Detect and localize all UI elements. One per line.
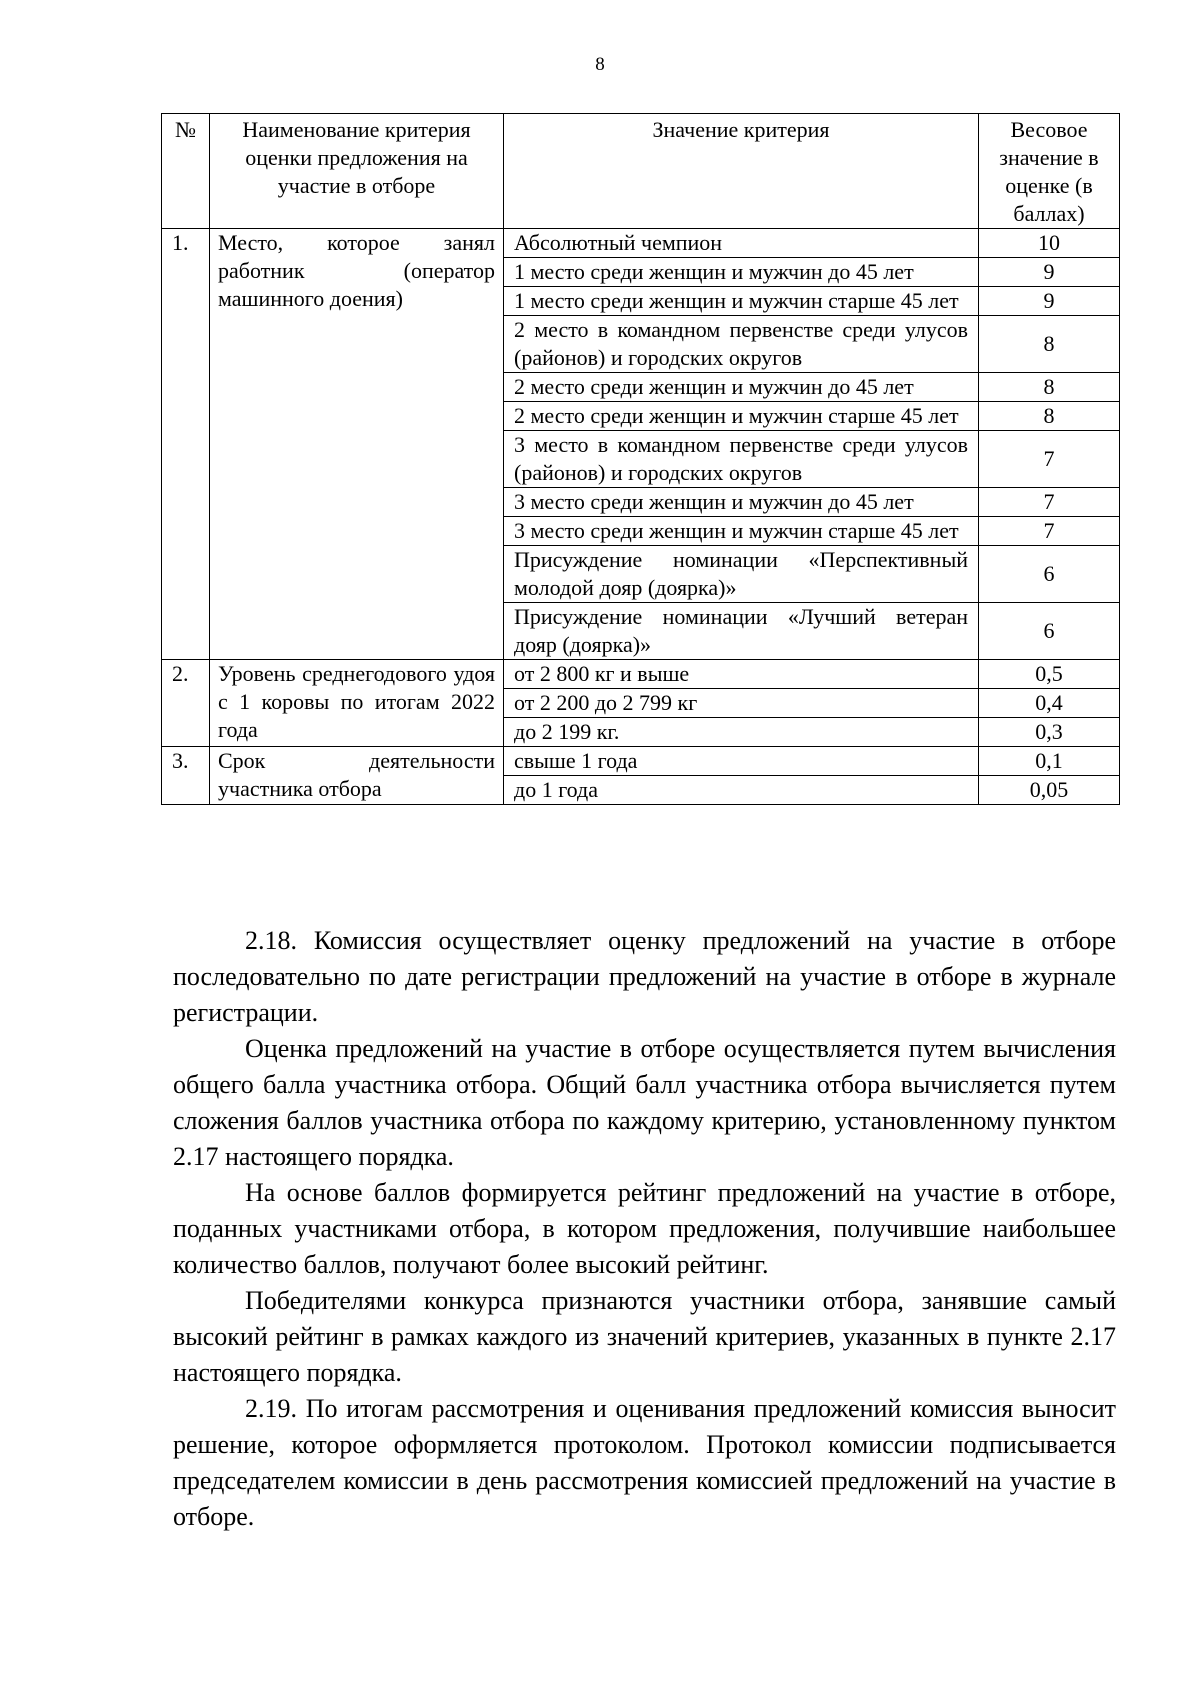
criterion-weight: 7 — [979, 517, 1120, 546]
criterion-weight: 0,1 — [979, 747, 1120, 776]
body-text — [173, 923, 1116, 1535]
criterion-value: до 1 года — [504, 776, 979, 805]
criterion-value: 2 место среди женщин и мужчин до 45 лет — [504, 373, 979, 402]
header-criterion-name: Наименование критерия оценки предложения на участие в отборе — [210, 114, 504, 229]
criterion-weight: 6 — [979, 603, 1120, 660]
criterion-value: 2 место среди женщин и мужчин старше 45 лет — [504, 402, 979, 431]
criterion-weight: 9 — [979, 258, 1120, 287]
table-row — [162, 747, 1120, 776]
criterion-weight: 7 — [979, 488, 1120, 517]
criterion-value: 3 место среди женщин и мужчин до 45 лет — [504, 488, 979, 517]
table-header-row — [162, 114, 1120, 229]
criterion-weight: 0,3 — [979, 718, 1120, 747]
criterion-weight: 9 — [979, 287, 1120, 316]
header-number: № — [162, 114, 210, 229]
criterion-weight: 0,4 — [979, 689, 1120, 718]
criterion-weight: 8 — [979, 373, 1120, 402]
criterion-weight: 6 — [979, 546, 1120, 603]
criterion-weight: 8 — [979, 316, 1120, 373]
criterion-value: Присуждение номинации «Лучший ветеран дояр (доярка)» — [504, 603, 979, 660]
criterion-value: 3 место среди женщин и мужчин старше 45 лет — [504, 517, 979, 546]
paragraph-evaluation: Оценка предложений на участие в отборе осуществляется путем вычисления общего балла участника отбора. Общий балл участника отбора вычисляется путем сложения баллов участника отбора по каждому критерию, установленному пунктом 2.17 настоящего порядка. — [173, 1034, 1116, 1171]
paragraph-rating: На основе баллов формируется рейтинг предложений на участие в отборе, поданных участниками отбора, в котором предложения, получившие наибольшее количество баллов, получают более высокий рейтинг. — [173, 1178, 1116, 1279]
criterion-number: 2. — [162, 660, 210, 747]
criterion-value: 3 место в командном первенстве среди улусов (районов) и городских округов — [504, 431, 979, 488]
paragraph-2-19: 2.19. По итогам рассмотрения и оценивания предложений комиссия выносит решение, которое оформляется протоколом. Протокол комиссии подписывается председателем комиссии в день рассмотрения комиссией предложений на участие в отборе. — [173, 1394, 1116, 1531]
criterion-number: 1. — [162, 229, 210, 660]
criterion-weight: 7 — [979, 431, 1120, 488]
paragraph-winners: Победителями конкурса признаются участники отбора, занявшие самый высокий рейтинг в рамках каждого из значений критериев, указанных в пункте 2.17 настоящего порядка. — [173, 1286, 1116, 1387]
header-weight: Весовое значение в оценке (в баллах) — [979, 114, 1120, 229]
criterion-value: Присуждение номинации «Перспективный молодой дояр (доярка)» — [504, 546, 979, 603]
criterion-value: 1 место среди женщин и мужчин старше 45 лет — [504, 287, 979, 316]
criterion-value: 1 место среди женщин и мужчин до 45 лет — [504, 258, 979, 287]
criteria-table — [161, 113, 1120, 805]
criterion-weight: 10 — [979, 229, 1120, 258]
header-criterion-value: Значение критерия — [504, 114, 979, 229]
paragraph-2-18: 2.18. Комиссия осуществляет оценку предложений на участие в отборе последовательно по дате регистрации предложений на участие в отборе в журнале регистрации. — [173, 926, 1116, 1027]
criterion-value: Абсолютный чемпион — [504, 229, 979, 258]
criterion-name: Срок деятельности участника отбора — [210, 747, 504, 805]
criterion-value: свыше 1 года — [504, 747, 979, 776]
criterion-number: 3. — [162, 747, 210, 805]
table-row — [162, 660, 1120, 689]
criterion-weight: 0,05 — [979, 776, 1120, 805]
criterion-name: Место, которое занял работник (оператор машинного доения) — [210, 229, 504, 660]
criterion-value: 2 место в командном первенстве среди улусов (районов) и городских округов — [504, 316, 979, 373]
criterion-name: Уровень среднегодового удоя с 1 коровы по итогам 2022 года — [210, 660, 504, 747]
page-number: 8 — [595, 54, 605, 75]
criterion-value: от 2 800 кг и выше — [504, 660, 979, 689]
criterion-weight: 8 — [979, 402, 1120, 431]
table-row — [162, 229, 1120, 258]
criterion-value: до 2 199 кг. — [504, 718, 979, 747]
criterion-weight: 0,5 — [979, 660, 1120, 689]
criterion-value: от 2 200 до 2 799 кг — [504, 689, 979, 718]
